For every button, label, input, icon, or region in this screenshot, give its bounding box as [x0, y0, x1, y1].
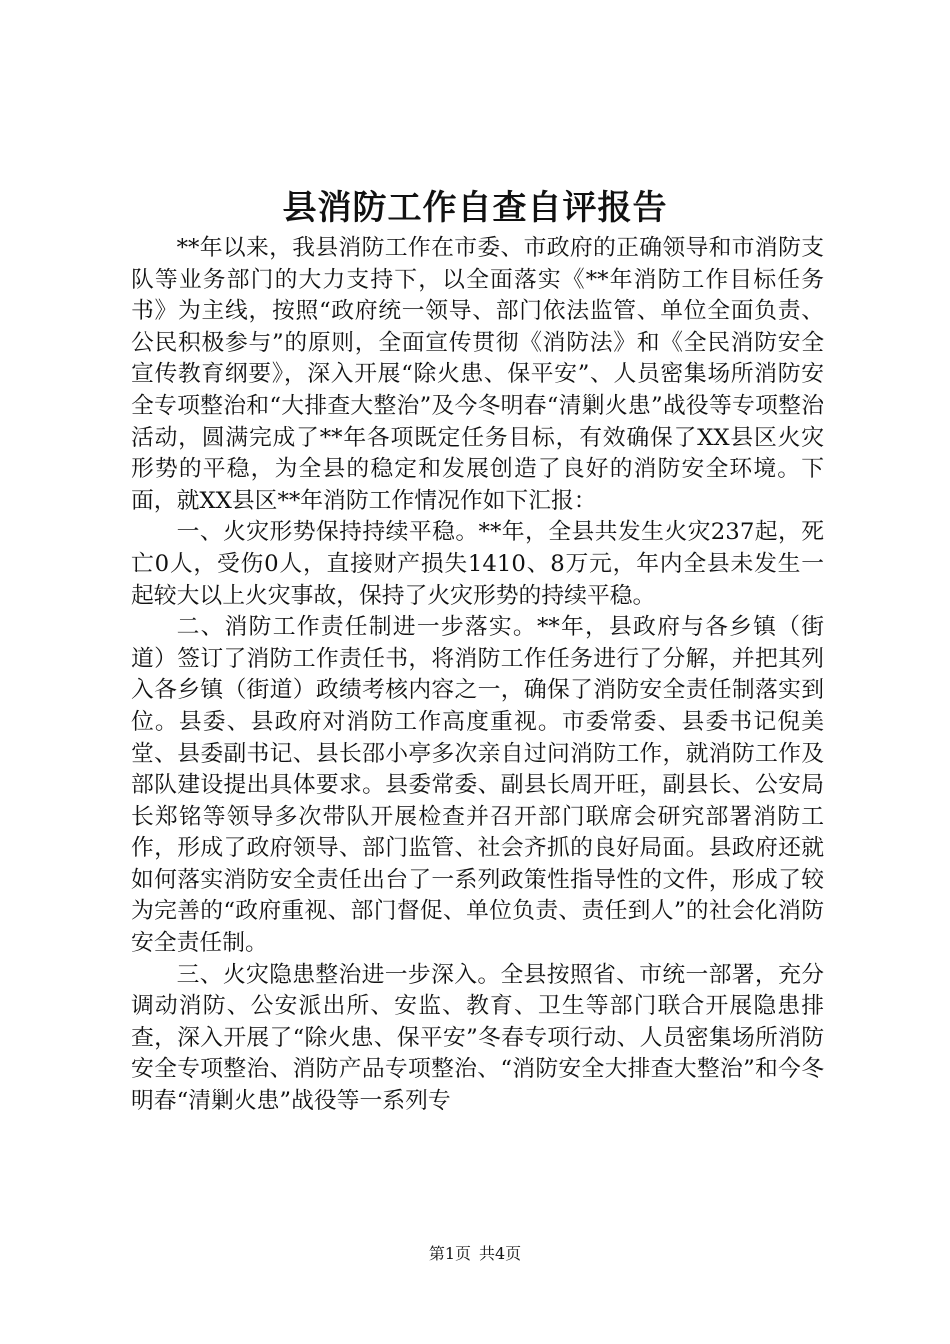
paragraph-intro: **年以来，我县消防工作在市委、市政府的正确领导和市消防支队等业务部门的大力支持下，以全面落实《**年消防工作目标任务书》为主线，按照“政府统一领导、部门依法监管、单位全面负责、公民积极参与”的原则，全面宣传贯彻《消防法》和《全民消防安全宣传教育纲要》，深入开展“除火患、保平安”、人员密集场所消防安全专项整治和“大排查大整治”及今冬明春“清剿火患”战役等专项整治活动，圆满完成了**年各项既定任务目标，有效确保了XX县区火灾形势的平稳，为全县的稳定和发展创造了良好的消防安全环境。下面，就XX县区**年消防工作情况作如下汇报：	[131, 235, 824, 514]
total-pages: 共4页	[479, 1244, 522, 1263]
paragraph-fire-situation: 一、火灾形势保持持续平稳。**年，全县共发生火灾237起，死亡0人，受伤0人，直接财产损失1410、8万元，年内全县未发生一起较大以上火灾事故，保持了火灾形势的持续平稳。	[131, 519, 824, 609]
page-number: 第1页	[428, 1244, 471, 1263]
page-footer	[0, 1243, 950, 1265]
paragraph-hazard-rectification: 三、火灾隐患整治进一步深入。全县按照省、市统一部署，充分调动消防、公安派出所、安监、教育、卫生等部门联合开展隐患排查，深入开展了“除火患、保平安”冬春专项行动、人员密集场所消防安全专项整治、消防产品专项整治、“消防安全大排查大整治”和今冬明春“清剿火患”战役等一系列专	[131, 961, 824, 1115]
document-title: 县消防工作自查自评报告	[282, 188, 668, 228]
paragraph-responsibility: 二、消防工作责任制进一步落实。**年，县政府与各乡镇（街道）签订了消防工作责任书，将消防工作任务进行了分解，并把其列入各乡镇（街道）政绩考核内容之一，确保了消防安全责任制落实到位。县委、县政府对消防工作高度重视。市委常委、县委书记倪美堂、县委副书记、县长邵小亭多次亲自过问消防工作，就消防工作及部队建设提出具体要求。县委常委、副县长周开旺，副县长、公安局长郑铭等领导多次带队开展检查并召开部门联席会研究部署消防工作，形成了政府领导、部门监管、社会齐抓的良好局面。县政府还就如何落实消防安全责任出台了一系列政策性指导性的文件，形成了较为完善的“政府重视、部门督促、单位负责、责任到人”的社会化消防安全责任制。	[131, 614, 824, 957]
document-body	[131, 233, 824, 1118]
